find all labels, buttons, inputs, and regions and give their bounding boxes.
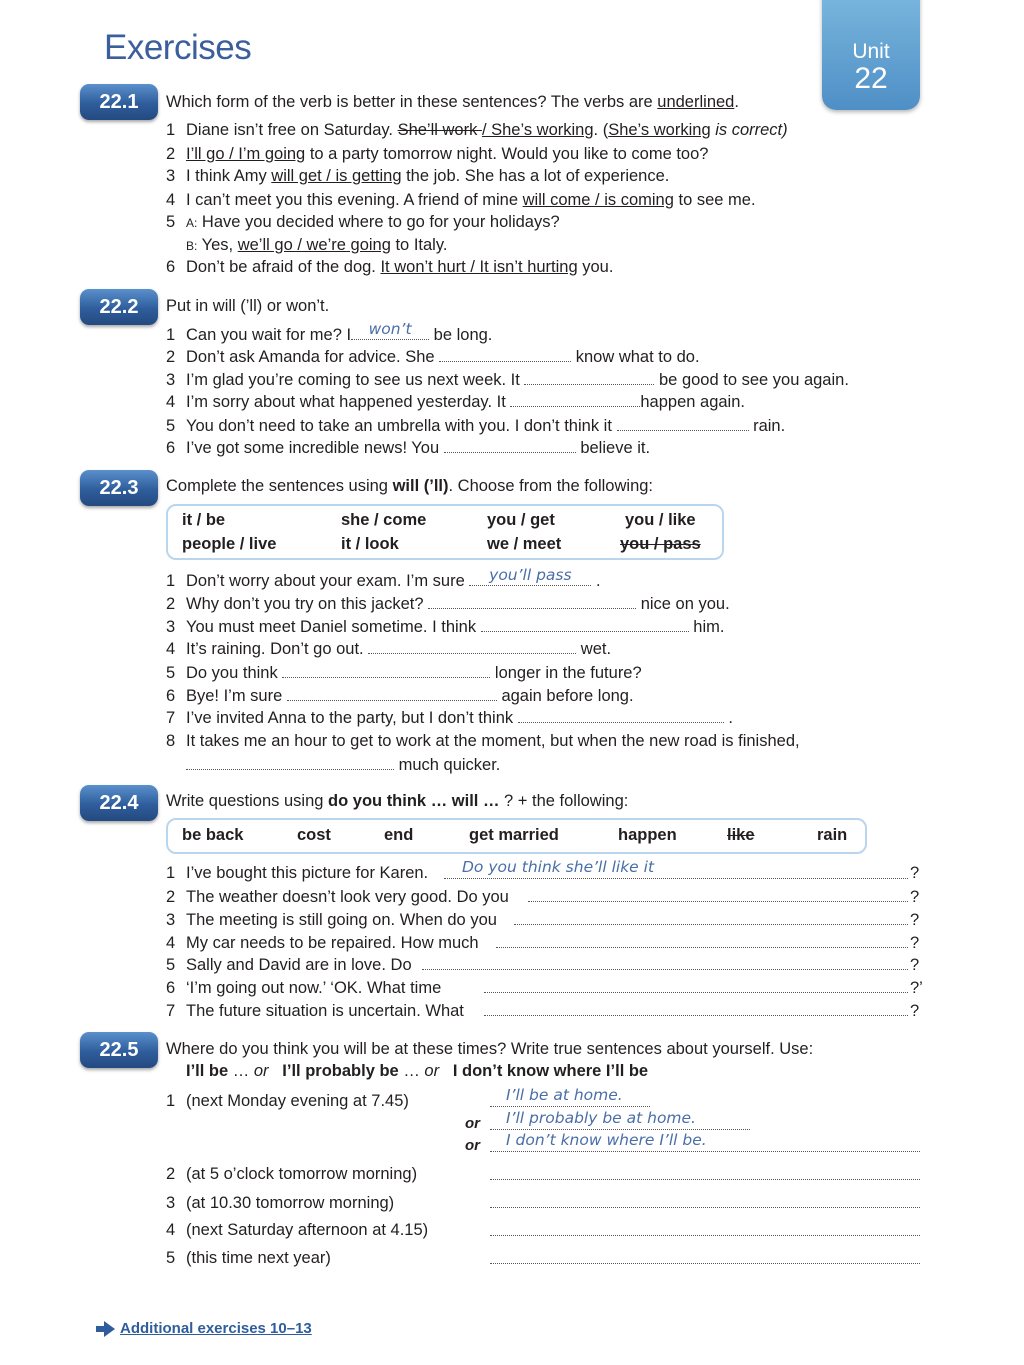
word-option: she / come: [341, 511, 427, 529]
exercise-line: 5 You don’t need to take an umbrella with you. I don’t think it rain.: [166, 417, 786, 435]
word-option: we / meet: [487, 535, 562, 553]
answer-blank[interactable]: [518, 708, 724, 723]
exercise-instruction: Where do you think you will be at these times? Write true sentences about yourself. Use:: [166, 1040, 814, 1058]
answer-blank[interactable]: [524, 370, 654, 385]
question-mark: ?: [910, 888, 920, 906]
answer-blank[interactable]: I’ll probably be at home.: [490, 1129, 750, 1130]
exercise-line: 5 A: Have you decided where to go for your holidays?: [166, 213, 560, 231]
exercise-instruction: Complete the sentences using will (’ll). Choose from the following:: [166, 477, 654, 495]
unit-tab: [822, 0, 920, 110]
answer-blank[interactable]: you’ll pass: [469, 571, 591, 586]
word-option: rain: [817, 826, 848, 844]
exercise-line: 6 ‘I’m going out now.’ ‘OK. What time: [166, 979, 442, 997]
answer-blank[interactable]: [481, 617, 689, 632]
exercise-badge-22-5: 22.5: [80, 1032, 158, 1068]
exercise-badge-22-3: 22.3: [80, 470, 158, 506]
word-option: it / look: [341, 535, 399, 553]
question-mark: ?: [910, 934, 920, 952]
exercise-line: 1 I’ve bought this picture for Karen.: [166, 864, 429, 882]
answer-blank[interactable]: I don’t know where I’ll be.: [490, 1151, 920, 1152]
exercise-line: 1 Diane isn’t free on Saturday. She’ll work / She’s working. (She’s working is correct): [166, 121, 788, 139]
answer-blank[interactable]: [510, 392, 640, 407]
exercise-line: 8 It takes me an hour to get to work at the moment, but when the new road is finished,: [166, 732, 800, 750]
answer-blank[interactable]: [368, 639, 576, 654]
answer-blank[interactable]: [490, 1179, 920, 1180]
answer-blank[interactable]: [528, 901, 908, 902]
exercise-line: 7 I’ve invited Anna to the party, but I don’t think .: [166, 709, 733, 727]
exercise-badge-22-2: 22.2: [80, 289, 158, 325]
word-option: end: [384, 826, 414, 844]
exercise-line: 3 (at 10.30 tomorrow morning): [166, 1194, 395, 1212]
answer-blank[interactable]: [496, 947, 908, 948]
question-mark: ?: [910, 956, 920, 974]
word-box: [166, 504, 724, 560]
exercise-line: 1 Don’t worry about your exam. I’m sure you’ll pass .: [166, 566, 601, 590]
answer-blank[interactable]: [282, 663, 490, 678]
exercise-instruction-options: I’ll be … or I’ll probably be … or I don’t know where I’ll be: [186, 1062, 649, 1080]
exercise-line: 2 I’ll go / I’m going to a party tomorrow night. Would you like to come too?: [166, 145, 709, 163]
word-option: you / like: [625, 511, 696, 529]
additional-exercises-link[interactable]: Additional exercises 10–13: [104, 1320, 312, 1337]
exercise-instruction: Write questions using do you think … will … ? + the following:: [166, 792, 629, 810]
exercise-line: 1 (next Monday evening at 7.45): [166, 1092, 409, 1110]
exercise-line: 6 I’ve got some incredible news! You believe it.: [166, 439, 651, 457]
word-option: get married: [469, 826, 559, 844]
answer-blank[interactable]: [186, 755, 394, 770]
word-option: people / live: [182, 535, 277, 553]
exercise-line: 6 Bye! I’m sure again before long.: [166, 687, 634, 705]
answer-blank[interactable]: [428, 594, 636, 609]
exercise-line: 1 Can you wait for me? I won’t be long.: [166, 320, 493, 344]
exercise-instruction: Which form of the verb is better in these sentences? The verbs are underlined.: [166, 93, 739, 111]
answer-blank[interactable]: [490, 1263, 920, 1264]
answer-blank[interactable]: won’t: [351, 325, 429, 340]
answer-blank[interactable]: [490, 1235, 920, 1236]
exercise-line: 5 Sally and David are in love. Do: [166, 956, 412, 974]
exercise-line: 4 (next Saturday afternoon at 4.15): [166, 1221, 429, 1239]
exercise-line: 6 Don’t be afraid of the dog. It won’t hurt / It isn’t hurting you.: [166, 258, 614, 276]
question-mark: ?’: [910, 979, 923, 997]
answer-blank[interactable]: [484, 992, 908, 993]
word-option-used: you / pass: [620, 535, 701, 553]
exercise-line: 2 Why don’t you try on this jacket? nice on you.: [166, 595, 730, 613]
answer-blank[interactable]: [444, 438, 576, 453]
exercise-line: 4 It’s raining. Don’t go out. wet.: [166, 640, 612, 658]
word-option: happen: [618, 826, 677, 844]
exercise-badge-22-4: 22.4: [80, 785, 158, 821]
answer-blank[interactable]: I’ll be at home.: [490, 1106, 650, 1107]
answer-blank[interactable]: [484, 1015, 908, 1016]
answer-blank[interactable]: [617, 416, 749, 431]
page-title: Exercises: [104, 28, 252, 67]
exercise-line: 7 The future situation is uncertain. What: [166, 1002, 464, 1020]
exercise-line: 5 (this time next year): [166, 1249, 331, 1267]
exercise-line: 3 You must meet Daniel sometime. I think him.: [166, 618, 725, 636]
exercise-line: 4 I’m sorry about what happened yesterday. It happen again.: [166, 393, 745, 411]
exercise-line: 4 I can’t meet you this evening. A friend of mine will come / is coming to see me.: [166, 191, 756, 209]
answer-blank[interactable]: [287, 686, 497, 701]
arrow-right-icon: [104, 1321, 115, 1337]
answer-blank[interactable]: [422, 969, 908, 970]
exercise-instruction: Put in will (’ll) or won’t.: [166, 297, 330, 315]
exercise-line-continued: much quicker.: [186, 754, 500, 776]
unit-label: Unit: [852, 40, 890, 63]
question-mark: ?: [910, 1002, 920, 1020]
exercise-line: 3 I’m glad you’re coming to see us next week. It be good to see you again.: [166, 371, 849, 389]
answer-blank[interactable]: [439, 347, 571, 362]
exercise-line: B: Yes, we’ll go / we’re going to Italy.: [186, 236, 448, 254]
word-option: cost: [297, 826, 331, 844]
exercise-line: 3 I think Amy will get / is getting the job. She has a lot of experience.: [166, 167, 670, 185]
word-option: be back: [182, 826, 244, 844]
word-option: you / get: [487, 511, 555, 529]
word-box: [166, 818, 867, 854]
answer-blank[interactable]: [490, 1207, 920, 1208]
exercise-line: 3 The meeting is still going on. When do you: [166, 911, 497, 929]
exercise-line: 4 My car needs to be repaired. How much: [166, 934, 479, 952]
question-mark: ?: [910, 911, 920, 929]
word-option: it / be: [182, 511, 226, 529]
unit-number: 22: [854, 62, 888, 95]
question-mark: ?: [910, 864, 920, 882]
exercise-line: 2 The weather doesn’t look very good. Do you: [166, 888, 509, 906]
answer-blank[interactable]: [514, 924, 908, 925]
answer-blank[interactable]: Do you think she’ll like it: [444, 878, 908, 879]
or-label: or: [465, 1137, 480, 1154]
exercise-line: 5 Do you think longer in the future?: [166, 664, 642, 682]
exercise-line: 2 (at 5 o’clock tomorrow morning): [166, 1165, 418, 1183]
exercise-badge-22-1: 22.1: [80, 84, 158, 120]
exercise-line: 2 Don’t ask Amanda for advice. She know what to do.: [166, 348, 700, 366]
or-label: or: [465, 1115, 480, 1132]
word-option-used: like: [727, 826, 755, 844]
